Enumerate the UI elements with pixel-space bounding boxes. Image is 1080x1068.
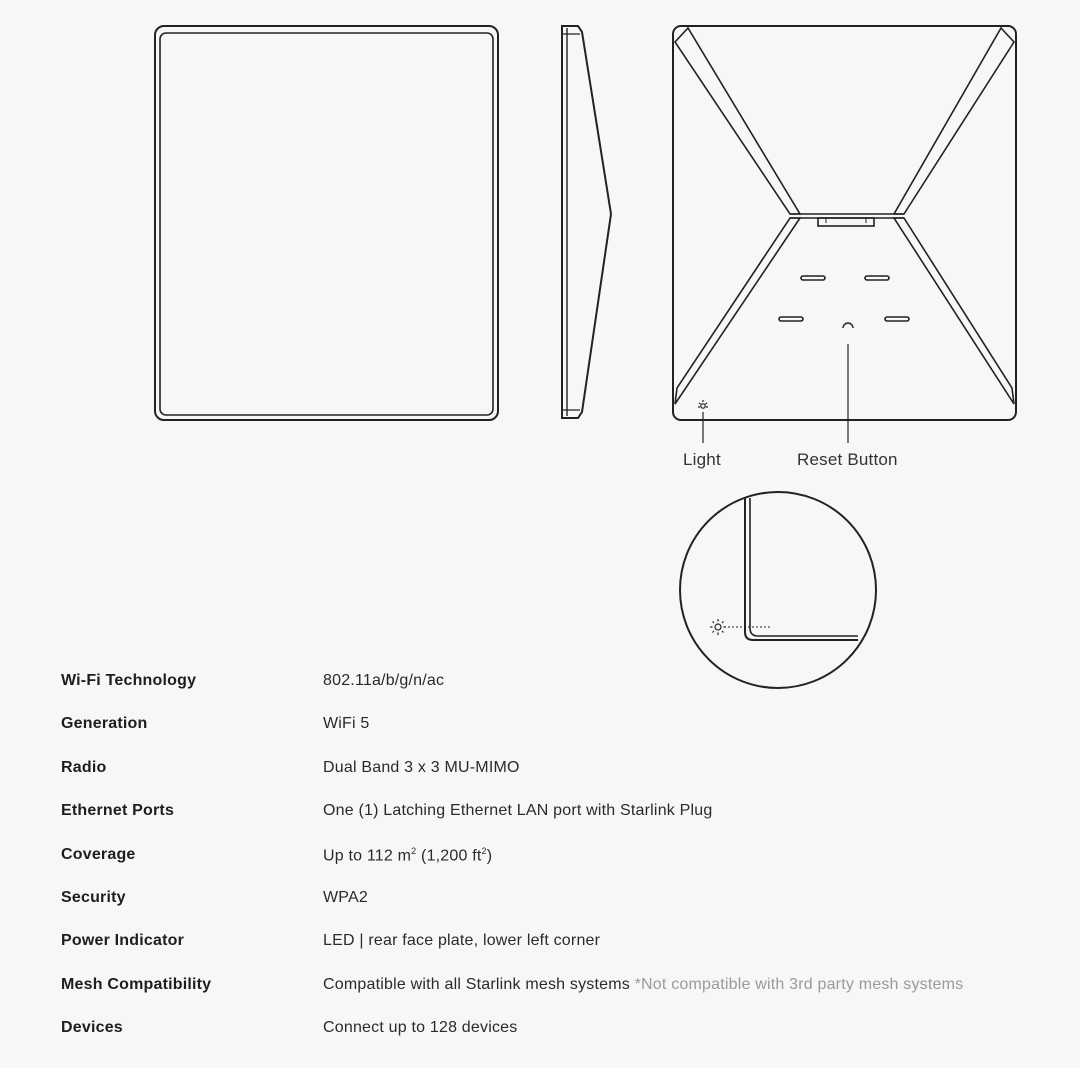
coverage-prefix: Up to 112 m — [323, 847, 412, 865]
spec-row-radio — [0, 759, 1080, 789]
spec-value — [323, 976, 963, 994]
spec-label: Radio — [61, 759, 107, 776]
spec-row-devices — [0, 1019, 1080, 1049]
mesh-note: *Not compatible with 3rd party mesh systems — [634, 976, 964, 993]
spec-value: LED | rear face plate, lower left corner — [323, 932, 601, 949]
spec-label: Security — [61, 889, 126, 906]
mesh-value: Compatible with all Starlink mesh systems — [323, 976, 630, 993]
coverage-sup-2: 2 — [481, 846, 487, 856]
coverage-sup-1: 2 — [411, 846, 417, 856]
side-view — [562, 26, 611, 418]
spec-row-generation — [0, 715, 1080, 745]
spec-label: Generation — [61, 715, 148, 732]
front-view — [155, 26, 498, 420]
spec-label: Power Indicator — [61, 932, 185, 949]
spec-row-power-indicator — [0, 932, 1080, 962]
spec-label: Wi-Fi Technology — [61, 672, 197, 689]
callout-light: Light — [683, 450, 721, 469]
coverage-suffix: ) — [486, 847, 493, 865]
detail-view — [680, 492, 876, 688]
sun-icon — [710, 619, 726, 635]
spec-value: WiFi 5 — [323, 715, 370, 732]
spec-row-ethernet-ports — [0, 802, 1080, 832]
spec-label: Mesh Compatibility — [61, 976, 212, 993]
spec-row-security — [0, 889, 1080, 919]
spec-value: Connect up to 128 devices — [323, 1019, 518, 1036]
spec-row-wifi-technology — [0, 672, 1080, 702]
callout-reset-button: Reset Button — [797, 450, 898, 469]
light-indicator-icon — [698, 400, 708, 408]
spec-label: Devices — [61, 1019, 123, 1036]
spec-value: WPA2 — [323, 889, 368, 906]
spec-row-mesh-compatibility — [0, 976, 1080, 1006]
coverage-middle: (1,200 ft — [416, 847, 482, 865]
spec-row-coverage — [0, 846, 1080, 876]
back-view — [673, 26, 1016, 443]
spec-value: One (1) Latching Ethernet LAN port with Starlink Plug — [323, 802, 713, 819]
spec-value: 802.11a/b/g/n/ac — [323, 672, 445, 689]
spec-value: Dual Band 3 x 3 MU-MIMO — [323, 759, 520, 776]
spec-value — [323, 846, 492, 865]
spec-label: Coverage — [61, 846, 136, 863]
spec-label: Ethernet Ports — [61, 802, 175, 819]
